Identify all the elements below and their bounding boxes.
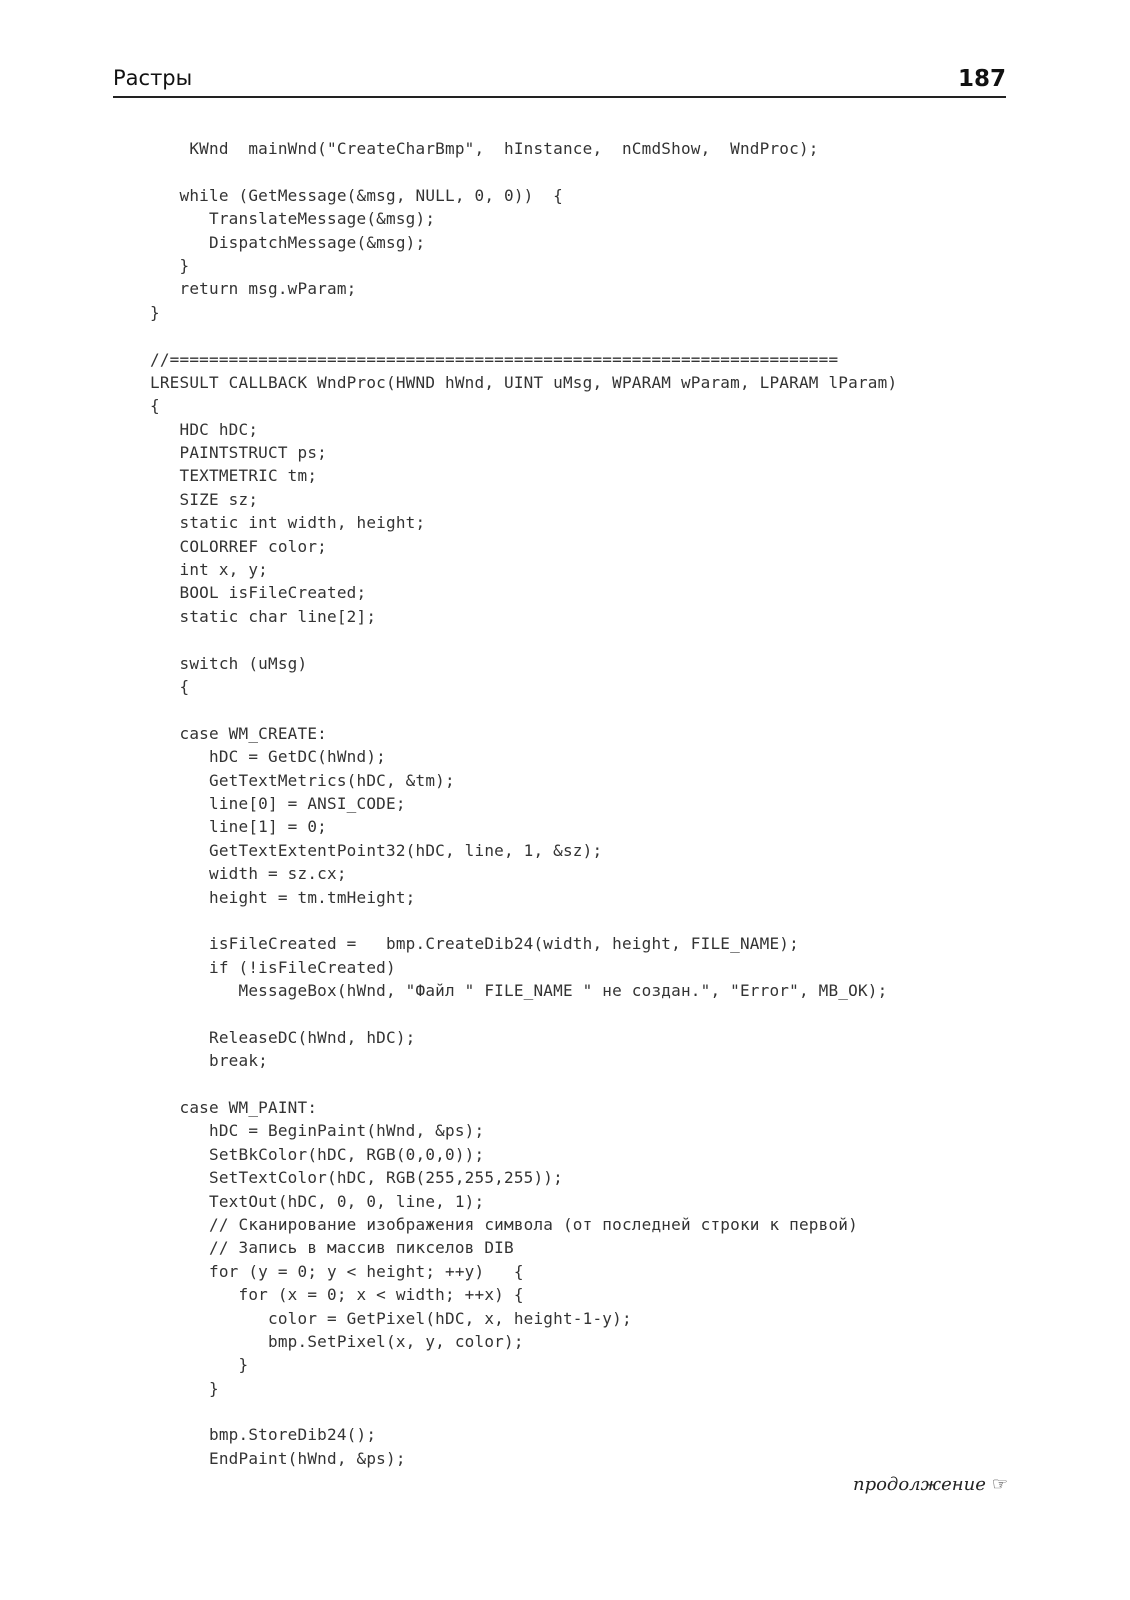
code-line: line[1] = 0; <box>150 817 327 837</box>
chapter-title: Растры <box>113 66 193 90</box>
code-line: width = sz.cx; <box>150 864 347 884</box>
code-line: // Запись в массив пикселов DIB <box>150 1238 514 1258</box>
code-line: isFileCreated = bmp.CreateDib24(width, height, FILE_NAME); <box>150 934 799 954</box>
code-line: // Сканирование изображения символа (от последней строки к первой) <box>150 1214 858 1234</box>
code-line: case WM_PAINT: <box>150 1098 318 1118</box>
code-line: bmp.SetPixel(x, y, color); <box>150 1331 524 1351</box>
code-line: BOOL isFileCreated; <box>150 583 367 603</box>
code-line: TextOut(hDC, 0, 0, line, 1); <box>150 1191 485 1211</box>
code-line: PAINTSTRUCT ps; <box>150 443 327 463</box>
code-line: DispatchMessage(&msg); <box>150 232 426 252</box>
code-line: SetBkColor(hDC, RGB(0,0,0)); <box>150 1144 485 1164</box>
code-line: //==================================================================== <box>150 349 839 369</box>
code-line: LRESULT CALLBACK WndProc(HWND hWnd, UINT uMsg, WPARAM wParam, LPARAM lParam) <box>150 372 898 392</box>
code-line: GetTextExtentPoint32(hDC, line, 1, &sz); <box>150 840 603 860</box>
code-line: SetTextColor(hDC, RGB(255,255,255)); <box>150 1168 563 1188</box>
code-line: HDC hDC; <box>150 419 259 439</box>
code-line: for (x = 0; x < width; ++x) { <box>150 1285 524 1305</box>
code-line: line[0] = ANSI_CODE; <box>150 793 406 813</box>
code-line: hDC = GetDC(hWnd); <box>150 747 386 767</box>
code-line: bmp.StoreDib24(); <box>150 1425 377 1445</box>
code-line: COLORREF color; <box>150 536 327 556</box>
continuation-label: продолжение <box>852 1474 986 1495</box>
code-line: EndPaint(hWnd, &ps); <box>150 1448 406 1468</box>
code-line <box>150 1400 1050 1423</box>
code-line <box>150 1002 1050 1025</box>
code-line: while (GetMessage(&msg, NULL, 0, 0)) { <box>150 185 563 205</box>
continuation-note <box>853 1474 1008 1495</box>
code-line: } <box>150 302 160 322</box>
code-line <box>150 324 1050 347</box>
code-listing <box>150 137 1050 1470</box>
code-line <box>150 628 1050 651</box>
code-line: for (y = 0; y < height; ++y) { <box>150 1261 524 1281</box>
code-line <box>150 698 1050 721</box>
code-line <box>150 160 1050 183</box>
code-line: TranslateMessage(&msg); <box>150 209 436 229</box>
code-line: return msg.wParam; <box>150 279 357 299</box>
code-line: TEXTMETRIC tm; <box>150 466 318 486</box>
code-line: switch (uMsg) <box>150 653 308 673</box>
code-line: { <box>150 396 160 416</box>
code-line <box>150 909 1050 932</box>
code-line: if (!isFileCreated) <box>150 957 396 977</box>
page-number: 187 <box>957 66 1006 92</box>
code-line: break; <box>150 1051 268 1071</box>
code-line: height = tm.tmHeight; <box>150 887 416 907</box>
code-line: case WM_CREATE: <box>150 723 327 743</box>
pointing-hand-icon: ☞ <box>991 1474 1008 1495</box>
code-line: KWnd mainWnd("CreateCharBmp", hInstance, nCmdShow, WndProc); <box>150 139 819 158</box>
code-line: GetTextMetrics(hDC, &tm); <box>150 770 455 790</box>
code-line: static int width, height; <box>150 513 426 533</box>
page-header <box>113 60 1006 98</box>
code-line: } <box>150 1378 219 1398</box>
code-line: static char line[2]; <box>150 606 377 626</box>
code-line: { <box>150 676 190 696</box>
code-line: } <box>150 1355 249 1375</box>
code-line: MessageBox(hWnd, "Файл " FILE_NAME " не создан.", "Error", MB_OK); <box>150 981 888 1001</box>
code-line: int x, y; <box>150 560 268 580</box>
code-line: SIZE sz; <box>150 489 259 509</box>
code-line: hDC = BeginPaint(hWnd, &ps); <box>150 1121 485 1141</box>
code-line: color = GetPixel(hDC, x, height-1-y); <box>150 1308 632 1328</box>
code-line: } <box>150 255 190 275</box>
code-line: ReleaseDC(hWnd, hDC); <box>150 1027 416 1047</box>
code-line <box>150 1073 1050 1096</box>
